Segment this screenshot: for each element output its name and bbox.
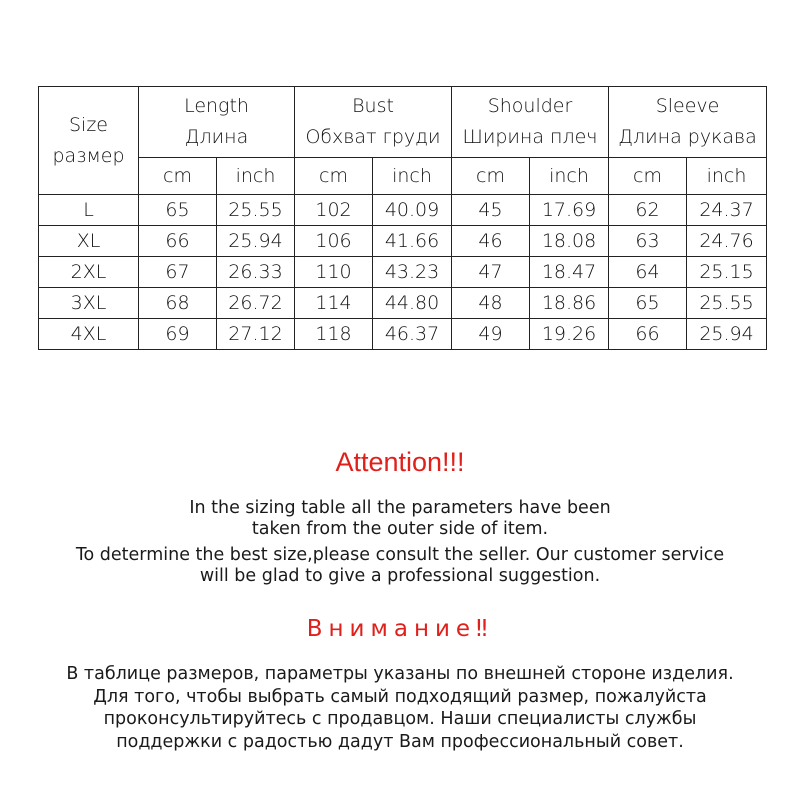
value-cell: 26.72 <box>217 288 295 319</box>
table-row <box>39 319 767 350</box>
value-cell: 69 <box>139 319 217 350</box>
table-header-row <box>39 87 767 158</box>
unit-header-row <box>39 158 767 195</box>
value-cell: 19.26 <box>530 319 609 350</box>
size-cell: 4XL <box>39 319 139 350</box>
size-cell: 2XL <box>39 257 139 288</box>
value-cell: 66 <box>609 319 687 350</box>
value-cell: 118 <box>295 319 373 350</box>
value-cell: 25.94 <box>217 226 295 257</box>
consult-note-en <box>0 545 800 587</box>
value-cell: 24.37 <box>687 195 767 226</box>
length-header-ru: Длина <box>184 126 249 148</box>
unit-cell: cm <box>452 158 530 195</box>
bust-header <box>295 87 452 158</box>
notice-ru <box>0 663 800 753</box>
size-header-cell <box>39 87 139 195</box>
value-cell: 26.33 <box>217 257 295 288</box>
value-cell: 68 <box>139 288 217 319</box>
value-cell: 25.94 <box>687 319 767 350</box>
value-cell: 45 <box>452 195 530 226</box>
length-header <box>139 87 295 158</box>
table-row <box>39 226 767 257</box>
value-cell: 64 <box>609 257 687 288</box>
attention-heading-ru: Внимание‼ <box>306 616 494 642</box>
sizing-note-en <box>0 498 800 540</box>
value-cell: 25.55 <box>217 195 295 226</box>
value-cell: 49 <box>452 319 530 350</box>
value-cell: 46.37 <box>373 319 452 350</box>
value-cell: 41.66 <box>373 226 452 257</box>
value-cell: 17.69 <box>530 195 609 226</box>
shoulder-header-en: Shoulder <box>487 95 573 117</box>
size-chart-table <box>38 86 767 350</box>
value-cell: 18.47 <box>530 257 609 288</box>
value-cell: 47 <box>452 257 530 288</box>
unit-cell: inch <box>217 158 295 195</box>
unit-cell: cm <box>609 158 687 195</box>
bust-header-ru: Обхват груди <box>305 126 441 148</box>
value-cell: 48 <box>452 288 530 319</box>
value-cell: 63 <box>609 226 687 257</box>
value-cell: 40.09 <box>373 195 452 226</box>
sleeve-header-en: Sleeve <box>655 95 720 117</box>
value-cell: 24.76 <box>687 226 767 257</box>
notice-ru-line: В таблице размеров, параметры указаны по внешней стороне изделия. <box>66 664 734 684</box>
sleeve-header <box>609 87 767 158</box>
size-cell: L <box>39 195 139 226</box>
value-cell: 44.80 <box>373 288 452 319</box>
unit-cell: inch <box>530 158 609 195</box>
notice-ru-line: поддержки с радостью дадут Вам профессиональный совет. <box>116 731 684 752</box>
notice-ru-line: Для того, чтобы выбрать самый подходящий размер, пожалуйста <box>93 686 707 707</box>
value-cell: 102 <box>295 195 373 226</box>
value-cell: 43.23 <box>373 257 452 288</box>
size-header-en: Size <box>68 113 108 136</box>
value-cell: 62 <box>609 195 687 226</box>
size-cell: XL <box>39 226 139 257</box>
value-cell: 18.86 <box>530 288 609 319</box>
value-cell: 66 <box>139 226 217 257</box>
unit-cell: inch <box>373 158 452 195</box>
value-cell: 25.55 <box>687 288 767 319</box>
shoulder-header <box>452 87 609 158</box>
sleeve-header-ru: Длина рукава <box>618 126 757 148</box>
notice-ru-line: проконсультируйтесь с продавцом. Наши специалисты службы <box>103 709 697 729</box>
unit-cell: inch <box>687 158 767 195</box>
consult-note-line: To determine the best size,please consult the seller. Our customer service <box>75 545 725 565</box>
table-row <box>39 288 767 319</box>
unit-cell: cm <box>295 158 373 195</box>
table-row <box>39 257 767 288</box>
unit-cell: cm <box>139 158 217 195</box>
length-header-en: Length <box>184 95 249 117</box>
value-cell: 18.08 <box>530 226 609 257</box>
table-row <box>39 195 767 226</box>
value-cell: 67 <box>139 257 217 288</box>
value-cell: 106 <box>295 226 373 257</box>
value-cell: 65 <box>139 195 217 226</box>
sizing-note-line: taken from the outer side of item. <box>251 519 549 539</box>
bust-header-en: Bust <box>352 95 394 117</box>
value-cell: 46 <box>452 226 530 257</box>
size-header-ru: размер <box>52 144 125 167</box>
sizing-note-line: In the sizing table all the parameters have been <box>189 498 611 518</box>
value-cell: 110 <box>295 257 373 288</box>
size-cell: 3XL <box>39 288 139 319</box>
shoulder-header-ru: Ширина плеч <box>462 126 598 148</box>
consult-note-line: will be glad to give a professional suggestion. <box>199 566 601 586</box>
attention-heading-en: Attention!!! <box>335 447 465 477</box>
value-cell: 27.12 <box>217 319 295 350</box>
value-cell: 25.15 <box>687 257 767 288</box>
value-cell: 114 <box>295 288 373 319</box>
value-cell: 65 <box>609 288 687 319</box>
